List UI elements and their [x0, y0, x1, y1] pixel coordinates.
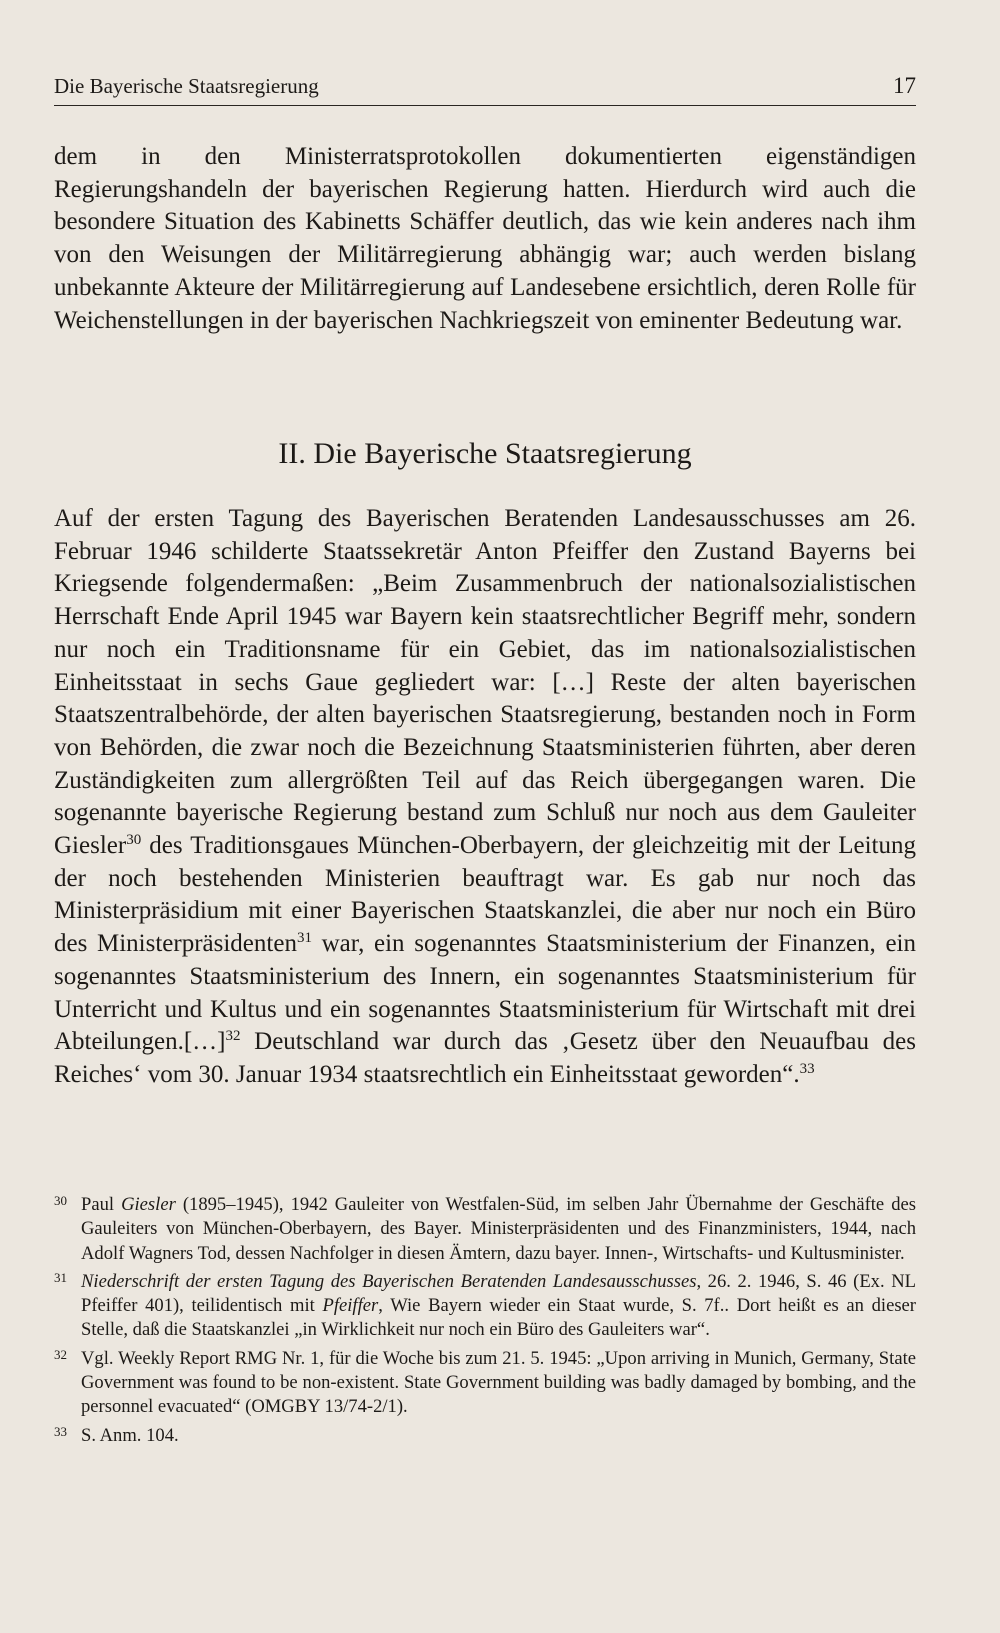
- section-heading: II. Die Bayerische Staatsregierung: [278, 437, 692, 470]
- footnote-ref-31[interactable]: 31: [296, 930, 312, 947]
- footnote-33: [54, 1424, 916, 1448]
- footnote-number: 31: [54, 1269, 67, 1285]
- footnote-italic: Giesler: [121, 1194, 176, 1215]
- body-paragraph-1: dem in den Ministerratsprotokollen dokumentierten eigenständigen Regierungshandeln der bayerischen Regierung hatten. Hierdurch wird auch die besondere Situation des Kabinetts Schäffer deutlich, das wie kein anderes nach ihm von den Weisungen der Militärregierung abhängig war; auch werden bislang unbekannte Akteure der Militärregierung auf Landesebene ersichtlich, deren Rolle für Weichenstellungen in der bayerischen Nachkriegszeit von eminenter Bedeutung war.: [54, 143, 916, 334]
- running-title: Die Bayerische Staatsregierung: [54, 74, 319, 98]
- footnotes: [54, 1193, 916, 1452]
- footnote-ref-32[interactable]: 32: [225, 1028, 241, 1045]
- page-number: 17: [893, 73, 916, 98]
- para2-text-1: Auf der ersten Tagung des Bayerischen Beratenden Landesausschusses am 26. Februar 1946 schilderte Staatssekretär Anton Pfeiffer den Zustand Bayerns bei Kriegsende folgendermaßen: „Beim Zusammenbruch der nationalsozialistischen Herrschaft Ende April 1945 war Bayern kein staatsrechtlicher Begriff mehr, sondern nur noch ein Traditionsname für ein Gebiet, das im nationalsozialistischen Einheitsstaat in sechs Gaue gegliedert war: […] Reste der alten bayerischen Staatszentralbehörde, der alten bayerischen Staatsregierung, bestanden noch in Form von Behörden, die zwar noch die Bezeichnung Staatsministerien führten, aber deren Zuständigkeiten zum allergrößten Teil auf das Reich übergegangen waren. Die sogenannte bayerische Regierung bestand zum Schluß nur noch aus dem Gauleiter Giesler: [54, 505, 916, 860]
- running-head: [54, 72, 916, 106]
- footnote-ref-33[interactable]: 33: [799, 1060, 815, 1077]
- body-paragraph-2: [54, 503, 916, 1092]
- footnote-text: Vgl. Weekly Report RMG Nr. 1, für die Woche bis zum 21. 5. 1945: „Upon arriving in Munich, Germany, State Government was found to be non-existent. State Government building was badly damaged by bombing, and the personnel evacuated“ (OMGBY 13/74-2/1).: [81, 1347, 916, 1418]
- para2-text-3: war, ein sogenanntes Staatsministerium der Finanzen, ein sogenanntes Staatsministerium des Innern, ein sogenanntes Staatsministerium für Unterricht und Kultus und ein sogenanntes Staatsministerium für Wirtschaft mit drei Abteilungen.[…]: [54, 930, 916, 1056]
- footnote-italic: Niederschrift der ersten Tagung des Bayerischen Beratenden Landesausschusses: [81, 1270, 697, 1292]
- footnote-ref-30[interactable]: 30: [126, 832, 142, 849]
- footnote-32: [54, 1347, 916, 1420]
- para2-text-2: des Traditionsgaues München-Oberbayern, der gleichzeitig mit der Leitung der noch bestehenden Ministerien beauftragt war. Es gab nur noch das Ministerpräsidium mit einer Bayerischen Staatskanzlei, die aber nur noch ein Büro des Ministerpräsidenten: [54, 832, 916, 958]
- footnote-text: , Wie Bayern wieder ein Staat wurde, S. 7f.. Dort heißt es an dieser Stelle, daß die Staatskanzlei „in Wirklichkeit nur noch ein Büro des Gauleiters war“.: [81, 1295, 916, 1341]
- footnote-31: [54, 1270, 916, 1343]
- para2-text-4: Deutschland war durch das ‚Gesetz über den Neuaufbau des Reiches‘ vom 30. Januar 1934 staatsrechtlich ein Einheitsstaat geworden“.: [54, 1028, 916, 1088]
- footnote-italic: Pfeiffer: [322, 1295, 379, 1317]
- footnote-number: 33: [54, 1423, 67, 1439]
- footnote-text: Paul: [81, 1194, 122, 1215]
- footnote-number: 32: [54, 1346, 67, 1362]
- footnote-number: 30: [54, 1193, 67, 1208]
- footnote-text: , 26. 2. 1946, S. 46 (Ex. NL Pfeiffer 401), teilidentisch mit: [81, 1270, 916, 1317]
- footnote-30: [54, 1193, 916, 1266]
- footnote-text: S. Anm. 104.: [81, 1424, 179, 1446]
- footnote-text: (1895–1945), 1942 Gauleiter von Westfalen-Süd, im selben Jahr Übernahme der Geschäfte des Gauleiters von München-Oberbayern, des Bayer. Ministerpräsidenten und des Finanzministers, 1944, nach Adolf Wagners Tod, dessen Nachfolger in diesen Ämtern, dazu bayer. Innen-, Wirtschafts- und Kultusminister.: [81, 1194, 916, 1264]
